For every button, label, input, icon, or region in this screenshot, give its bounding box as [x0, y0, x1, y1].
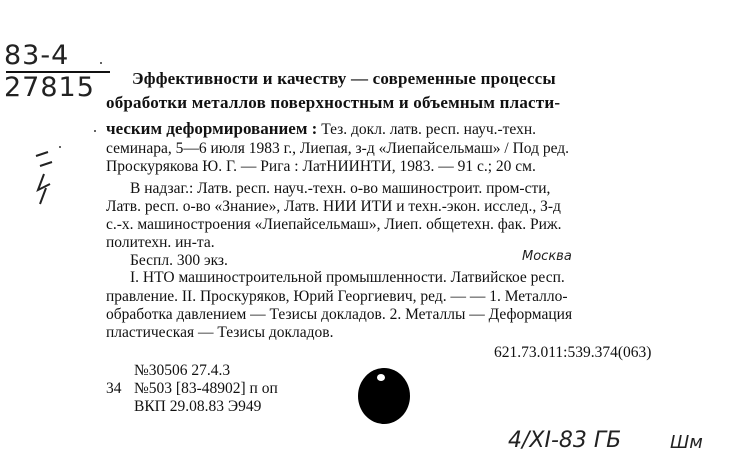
registry-line-2: №503 [83-48902] п оп: [134, 380, 278, 397]
registry-line-3: ВКП 29.08.83 Э949: [134, 398, 262, 415]
dust-speck: [94, 130, 96, 132]
entry-line-13: обработка давлением — Тезисы докладов. 2. Металлы — Деформация: [106, 306, 573, 323]
registry-prefix: 34: [106, 380, 122, 397]
entry-line-6: В надзаг.: Латв. респ. науч.-техн. о-во машиностроит. пром-сти,: [130, 180, 551, 197]
ink-blot: [358, 368, 410, 424]
registry-line-1: №30506 27.4.3: [134, 362, 231, 379]
margin-scribble-icon: [30, 148, 60, 208]
shelf-mark-top: 83-4: [4, 40, 70, 71]
entry-line-5: Проскурякова Ю. Г. — Рига : ЛатНИИНТИ, 1983. — 91 с.; 20 см.: [106, 158, 536, 175]
entry-line-12: правление. II. Проскуряков, Юрий Георгиевич, ред. — — 1. Металло-: [106, 288, 568, 305]
entry-line-14: пластическая — Тезисы докладов.: [106, 324, 334, 341]
title-line-2: обработки металлов поверхностным и объемным пласти-: [106, 93, 561, 112]
entry-line-10: Беспл. 300 экз.: [130, 252, 228, 269]
classification-code: 621.73.011:539.374(063): [494, 344, 652, 361]
dust-speck: [59, 146, 61, 148]
dust-speck: [100, 62, 102, 64]
entry-line-11: I. НТО машиностроительной промышленности. Латвийское респ.: [130, 269, 565, 286]
entry-line-3: ческим деформированием : Тез. докл. латв. респ. науч.-техн.: [106, 119, 537, 138]
handwritten-city-note: Москва: [522, 249, 572, 264]
entry-line-8: с.-х. машиностроения «Лиепайсельмаш», Лиеп. общетехн. фак. Риж.: [106, 216, 562, 233]
handwritten-signature: Шм: [670, 432, 703, 453]
entry-line-7: Латв. респ. о-во «Знание», Латв. НИИ ИТИ и техн.-экон. исслед., З-д: [106, 198, 561, 215]
handwritten-date: 4/XI-83 ГБ: [508, 428, 622, 453]
title-line-1: Эффективности и качеству — современные процессы: [132, 69, 556, 88]
shelf-mark-bottom: 27815: [4, 72, 95, 103]
entry-line-9: политехн. ин-та.: [106, 234, 215, 251]
entry-line-4: семинара, 5—6 июля 1983 г., Лиепая, з-д «Лиепайсельмаш» / Под ред.: [106, 140, 570, 157]
